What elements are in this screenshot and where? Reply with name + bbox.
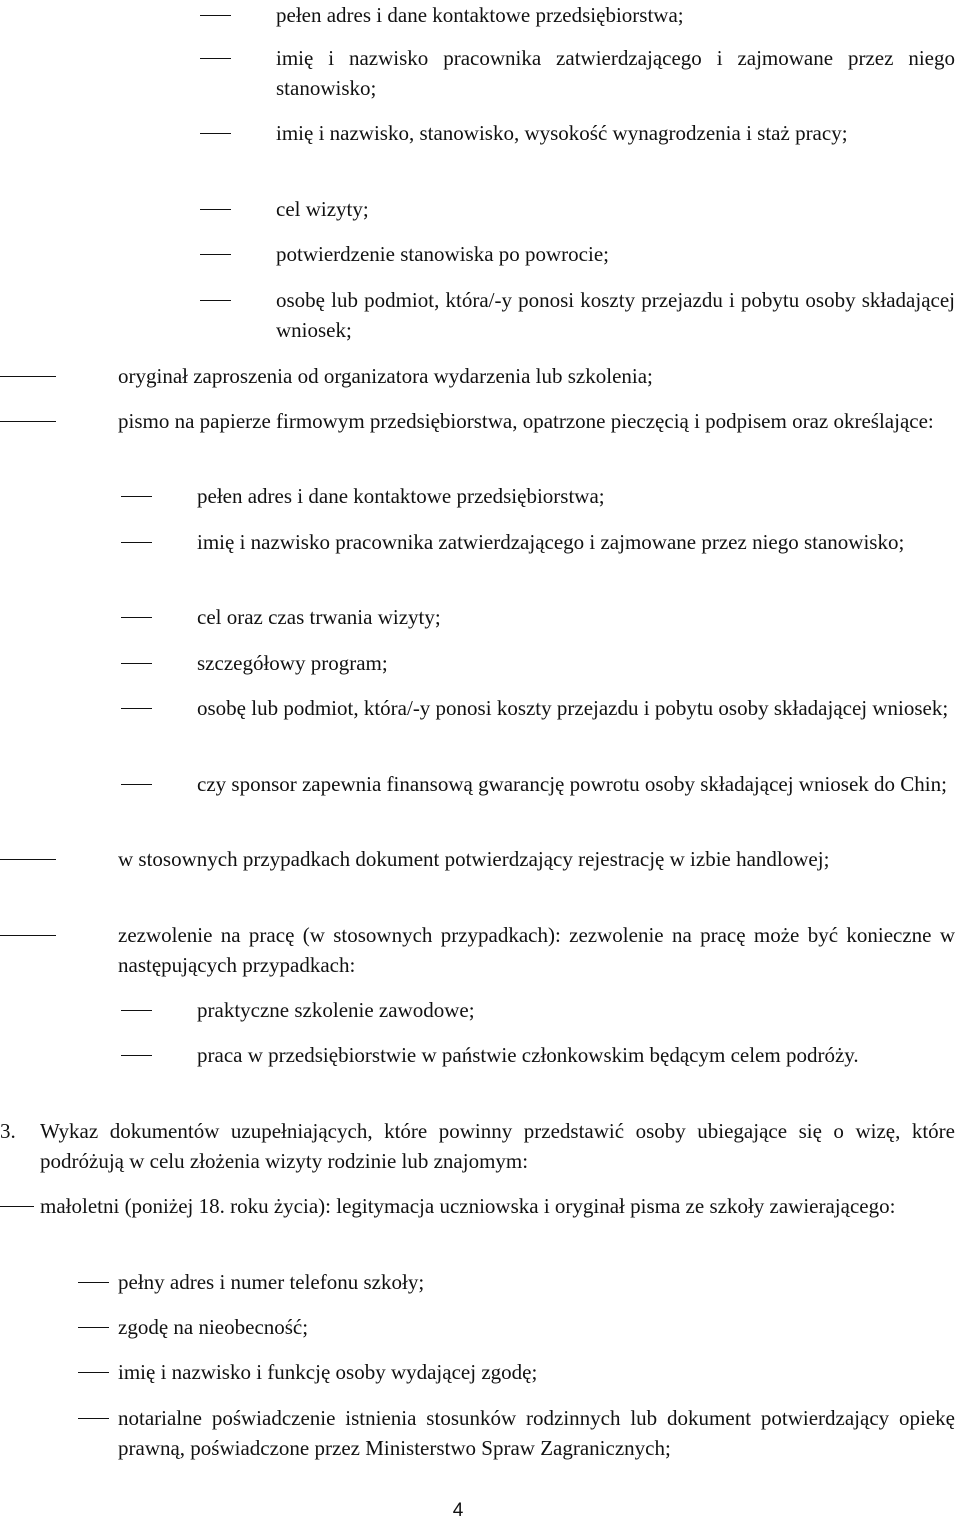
list-item: [197, 769, 955, 799]
dash-bullet: [200, 58, 231, 59]
list-item-text: cel wizyty;: [276, 197, 369, 221]
list-item: [118, 1357, 955, 1387]
list-item: [118, 1312, 955, 1342]
section-3-text: Wykaz dokumentów uzupełniających, które powinny przedstawić osoby ubiegające się o wizę, które podróżują w celu złożenia wizyty rodzinie lub znajomym:: [40, 1119, 955, 1173]
dash-bullet: [121, 496, 152, 497]
list-item-text: pełen adres i dane kontaktowe przedsiębiorstwa;: [197, 484, 605, 508]
section-3: [0, 1116, 955, 1176]
list-item: [276, 43, 955, 103]
list-item-text: imię i nazwisko, stanowisko, wysokość wynagrodzenia i staż pracy;: [276, 121, 848, 145]
dash-bullet: [0, 421, 56, 422]
dash-bullet: [121, 663, 152, 664]
list-item: [197, 602, 955, 632]
dash-bullet: [200, 209, 231, 210]
dash-bullet: [121, 542, 152, 543]
list-item: [197, 995, 955, 1025]
list-item-text: małoletni (poniżej 18. roku życia): legitymacja uczniowska i oryginał pisma ze szkoły zawierającego:: [40, 1194, 896, 1218]
list-item-text: cel oraz czas trwania wizyty;: [197, 605, 441, 629]
list-item: [197, 1040, 955, 1070]
list-item-text: szczegółowy program;: [197, 651, 388, 675]
dash-bullet: [0, 859, 56, 860]
list-item: [276, 239, 955, 269]
list-item-text: pełny adres i numer telefonu szkoły;: [118, 1270, 425, 1294]
list-item-text: imię i nazwisko pracownika zatwierdzającego i zajmowane przez niego stanowisko;: [197, 530, 905, 554]
list-item-text: notarialne poświadczenie istnienia stosunków rodzinnych lub dokument potwierdzający opiekę prawną, poświadczone przez Ministerstwo Spraw Zagranicznych;: [118, 1406, 955, 1460]
dash-bullet: [121, 784, 152, 785]
list-item-text: oryginał zaproszenia od organizatora wydarzenia lub szkolenia;: [118, 364, 653, 388]
list-item: [276, 118, 955, 148]
list-item-text: zgodę na nieobecność;: [118, 1315, 309, 1339]
dash-bullet: [121, 617, 152, 618]
list-item-text: praca w przedsiębiorstwie w państwie członkowskim będącym celem podróży.: [197, 1043, 859, 1067]
list-item: [276, 285, 955, 345]
page-number: 4: [452, 1500, 464, 1521]
list-item-text: imię i nazwisko pracownika zatwierdzającego i zajmowane przez niego stanowisko;: [276, 46, 955, 100]
list-item: [276, 194, 955, 224]
dash-bullet: [200, 300, 231, 301]
dash-bullet: [0, 935, 56, 936]
list-item-text: w stosownych przypadkach dokument potwierdzający rejestrację w izbie handlowej;: [118, 847, 830, 871]
dash-bullet: [200, 254, 231, 255]
dash-bullet: [121, 1010, 152, 1011]
dash-bullet: [200, 15, 231, 16]
list-item: [276, 0, 955, 30]
list-item: [118, 1403, 955, 1463]
list-item-text: osobę lub podmiot, która/-y ponosi koszty przejazdu i pobytu osoby składającej wniosek;: [197, 696, 949, 720]
dash-bullet: [78, 1418, 109, 1419]
dash-bullet: [121, 1055, 152, 1056]
list-item: [197, 648, 955, 678]
list-item: [40, 1191, 955, 1221]
dash-bullet: [121, 708, 152, 709]
list-item: [197, 527, 955, 557]
dash-bullet: [78, 1327, 109, 1328]
list-item: [197, 481, 955, 511]
list-item: [118, 406, 955, 436]
list-item-text: zezwolenie na pracę (w stosownych przypadkach): zezwolenie na pracę może być konieczne w następujących przypadkach:: [118, 923, 955, 977]
list-item: [118, 1267, 955, 1297]
section-number: 3.: [0, 1119, 16, 1143]
dash-bullet: [0, 1206, 34, 1207]
list-item: [118, 920, 955, 980]
dash-bullet: [78, 1372, 109, 1373]
dash-bullet: [200, 133, 231, 134]
list-item-text: imię i nazwisko i funkcję osoby wydającej zgodę;: [118, 1360, 538, 1384]
list-item: [118, 844, 955, 874]
list-item-text: pełen adres i dane kontaktowe przedsiębiorstwa;: [276, 3, 684, 27]
list-item-text: osobę lub podmiot, która/-y ponosi koszty przejazdu i pobytu osoby składającej wniosek;: [276, 288, 955, 342]
list-item-text: praktyczne szkolenie zawodowe;: [197, 998, 475, 1022]
list-item-text: potwierdzenie stanowiska po powrocie;: [276, 242, 609, 266]
list-item: [118, 361, 955, 391]
list-item-text: czy sponsor zapewnia finansową gwarancję powrotu osoby składającej wniosek do Chin;: [197, 772, 947, 796]
list-item-text: pismo na papierze firmowym przedsiębiorstwa, opatrzone pieczęcią i podpisem oraz określające:: [118, 409, 934, 433]
dash-bullet: [78, 1282, 109, 1283]
list-item: [197, 693, 955, 723]
dash-bullet: [0, 376, 56, 377]
